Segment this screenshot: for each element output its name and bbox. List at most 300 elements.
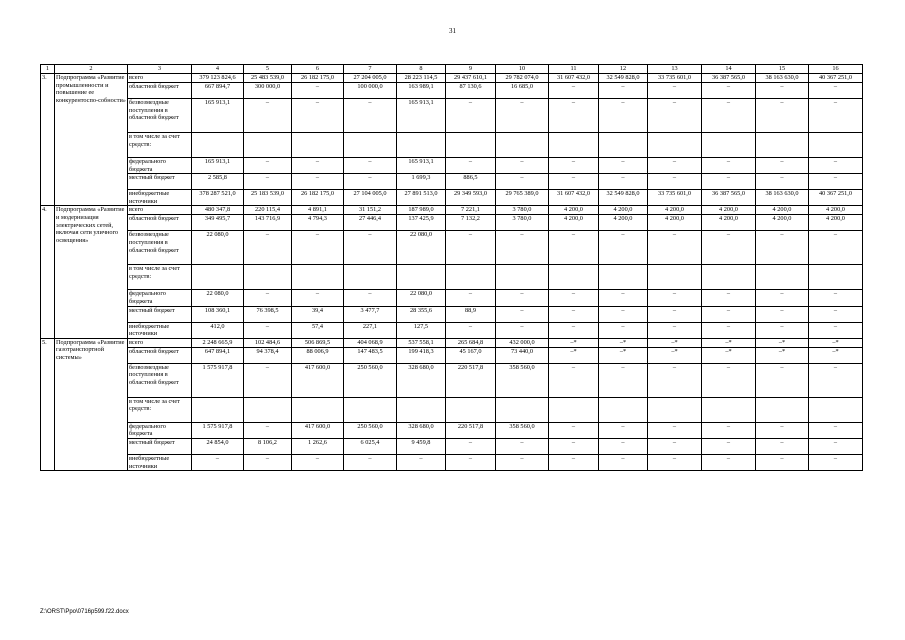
amount-cell: 647 894,1 — [192, 347, 244, 363]
amount-cell: – — [446, 322, 496, 338]
amount-cell: – — [702, 454, 756, 470]
section-number: 4. — [41, 206, 55, 338]
amount-cell: 4 200,0 — [549, 206, 599, 215]
amount-cell: 4 200,0 — [756, 206, 809, 215]
amount-cell: 667 894,7 — [192, 83, 244, 99]
amount-cell — [192, 133, 244, 158]
amount-cell: 328 680,0 — [397, 363, 446, 397]
amount-cell: – — [702, 422, 756, 438]
table-row — [41, 74, 863, 83]
amount-cell: 4 200,0 — [648, 215, 702, 231]
amount-cell: 358 560,0 — [496, 422, 549, 438]
amount-cell: 378 287 521,0 — [192, 190, 244, 206]
column-header: 13 — [648, 65, 702, 74]
amount-cell: – — [809, 454, 863, 470]
amount-cell: – — [599, 158, 648, 174]
amount-cell: 16 685,0 — [496, 83, 549, 99]
amount-cell: – — [496, 158, 549, 174]
amount-cell: – — [496, 306, 549, 322]
amount-cell: – — [648, 99, 702, 133]
subprogram-name: Подпрограмма «Развитие промышленности и повышение ее конкурентоспо-собности» — [55, 74, 128, 206]
amount-cell: – — [446, 438, 496, 454]
amount-cell — [702, 133, 756, 158]
section-number: 5. — [41, 338, 55, 470]
amount-cell: –* — [756, 338, 809, 347]
amount-cell: – — [648, 454, 702, 470]
amount-cell: 4 200,0 — [809, 206, 863, 215]
table-row — [41, 347, 863, 363]
column-header: 10 — [496, 65, 549, 74]
amount-cell: –* — [549, 347, 599, 363]
amount-cell: 1 699,3 — [397, 174, 446, 190]
amount-cell — [344, 397, 397, 422]
funding-source: местный бюджет — [128, 438, 192, 454]
amount-cell: –* — [702, 338, 756, 347]
amount-cell — [648, 133, 702, 158]
amount-cell: – — [549, 422, 599, 438]
amount-cell: – — [549, 454, 599, 470]
funding-source: безвозмездные поступления в областной бюджет — [128, 99, 192, 133]
amount-cell: 39,4 — [292, 306, 344, 322]
amount-cell: – — [344, 99, 397, 133]
amount-cell: –* — [702, 347, 756, 363]
column-header: 15 — [756, 65, 809, 74]
amount-cell: – — [446, 454, 496, 470]
amount-cell: – — [549, 174, 599, 190]
amount-cell — [244, 265, 292, 290]
amount-cell: – — [809, 422, 863, 438]
amount-cell: – — [244, 454, 292, 470]
amount-cell — [756, 397, 809, 422]
column-header: 11 — [549, 65, 599, 74]
amount-cell: 4 794,3 — [292, 215, 344, 231]
table-row — [41, 363, 863, 397]
funding-source: федерального бюджета — [128, 290, 192, 306]
amount-cell: – — [756, 231, 809, 265]
amount-cell — [292, 265, 344, 290]
amount-cell: – — [244, 158, 292, 174]
funding-source: местный бюджет — [128, 174, 192, 190]
amount-cell: 227,1 — [344, 322, 397, 338]
amount-cell: 4 200,0 — [809, 215, 863, 231]
amount-cell: 127,5 — [397, 322, 446, 338]
amount-cell: 108 360,1 — [192, 306, 244, 322]
amount-cell: – — [549, 363, 599, 397]
amount-cell: 38 163 630,0 — [756, 190, 809, 206]
amount-cell: 250 560,0 — [344, 363, 397, 397]
column-header: 6 — [292, 65, 344, 74]
amount-cell: – — [809, 322, 863, 338]
amount-cell: 7 132,2 — [446, 215, 496, 231]
amount-cell — [397, 133, 446, 158]
funding-source: федерального бюджета — [128, 158, 192, 174]
amount-cell — [192, 265, 244, 290]
amount-cell: – — [397, 454, 446, 470]
amount-cell: – — [702, 290, 756, 306]
amount-cell: 22 080,0 — [192, 290, 244, 306]
amount-cell: 26 182 175,0 — [292, 74, 344, 83]
amount-cell: 417 600,0 — [292, 363, 344, 397]
amount-cell: – — [648, 363, 702, 397]
table-row — [41, 99, 863, 133]
funding-source: безвозмездные поступления в областной бюджет — [128, 363, 192, 397]
amount-cell: 87 130,6 — [446, 83, 496, 99]
column-number-row — [41, 65, 863, 74]
amount-cell: – — [756, 306, 809, 322]
amount-cell — [344, 265, 397, 290]
amount-cell — [756, 133, 809, 158]
amount-cell: – — [344, 454, 397, 470]
amount-cell: 24 854,0 — [192, 438, 244, 454]
amount-cell: – — [702, 99, 756, 133]
amount-cell: 22 080,0 — [397, 231, 446, 265]
amount-cell: – — [344, 158, 397, 174]
amount-cell: – — [292, 158, 344, 174]
funding-source: внебюджетные источники — [128, 454, 192, 470]
amount-cell — [549, 133, 599, 158]
amount-cell: – — [599, 290, 648, 306]
subprogram-name: Подпрограмма «Развитие газотранспортной системы» — [55, 338, 128, 470]
column-header: 1 — [41, 65, 55, 74]
amount-cell: 886,5 — [446, 174, 496, 190]
funding-source: областной бюджет — [128, 215, 192, 231]
amount-cell: – — [599, 174, 648, 190]
amount-cell: –* — [599, 347, 648, 363]
amount-cell: – — [599, 231, 648, 265]
amount-cell: – — [599, 454, 648, 470]
amount-cell: 36 387 565,0 — [702, 190, 756, 206]
amount-cell — [756, 265, 809, 290]
amount-cell: –* — [599, 338, 648, 347]
amount-cell: – — [809, 174, 863, 190]
column-header: 14 — [702, 65, 756, 74]
amount-cell — [809, 397, 863, 422]
amount-cell: 40 367 251,0 — [809, 190, 863, 206]
subprogram-name: Подпрограмма «Развитие и модернизация электрических сетей, включая сети уличного освещения» — [55, 206, 128, 338]
section-number: 3. — [41, 74, 55, 206]
budget-table-container — [40, 64, 862, 471]
funding-source: областной бюджет — [128, 83, 192, 99]
amount-cell: 88,9 — [446, 306, 496, 322]
amount-cell: 32 549 828,0 — [599, 74, 648, 83]
amount-cell: 31 607 432,0 — [549, 190, 599, 206]
funding-source: федерального бюджета — [128, 422, 192, 438]
amount-cell: – — [344, 231, 397, 265]
amount-cell: – — [344, 290, 397, 306]
amount-cell: – — [496, 99, 549, 133]
amount-cell: 4 200,0 — [599, 206, 648, 215]
amount-cell: – — [496, 438, 549, 454]
amount-cell: – — [192, 454, 244, 470]
funding-source: в том числе за счет средств: — [128, 397, 192, 422]
amount-cell — [244, 397, 292, 422]
amount-cell: – — [292, 174, 344, 190]
table-row — [41, 215, 863, 231]
footer-file-path: Z:\ORST\Ppo\0716p599.f22.docx — [40, 609, 129, 615]
amount-cell: – — [292, 290, 344, 306]
amount-cell: 4 200,0 — [702, 206, 756, 215]
amount-cell: 2 248 665,9 — [192, 338, 244, 347]
amount-cell: – — [809, 158, 863, 174]
amount-cell: 220 115,4 — [244, 206, 292, 215]
amount-cell: – — [549, 99, 599, 133]
amount-cell: 165 913,1 — [397, 99, 446, 133]
page-number: 31 — [449, 27, 456, 35]
amount-cell: – — [809, 363, 863, 397]
amount-cell: 2 585,8 — [192, 174, 244, 190]
funding-source: безвозмездные поступления в областной бюджет — [128, 231, 192, 265]
amount-cell: – — [549, 306, 599, 322]
amount-cell: – — [756, 158, 809, 174]
amount-cell: 22 080,0 — [397, 290, 446, 306]
amount-cell: 29 437 610,1 — [446, 74, 496, 83]
amount-cell: – — [244, 99, 292, 133]
column-header: 9 — [446, 65, 496, 74]
column-header: 16 — [809, 65, 863, 74]
amount-cell: – — [446, 290, 496, 306]
amount-cell: – — [648, 231, 702, 265]
amount-cell: – — [292, 83, 344, 99]
amount-cell — [244, 133, 292, 158]
amount-cell: – — [496, 322, 549, 338]
amount-cell: 300 000,0 — [244, 83, 292, 99]
amount-cell: 3 780,0 — [496, 215, 549, 231]
amount-cell: 27 104 005,0 — [344, 190, 397, 206]
amount-cell: – — [244, 231, 292, 265]
amount-cell: – — [446, 158, 496, 174]
column-header: 2 — [55, 65, 128, 74]
budget-table-body — [41, 65, 863, 471]
amount-cell: 147 483,5 — [344, 347, 397, 363]
amount-cell: 32 549 828,0 — [599, 190, 648, 206]
amount-cell: 4 891,1 — [292, 206, 344, 215]
funding-source: местный бюджет — [128, 306, 192, 322]
amount-cell — [549, 397, 599, 422]
table-row — [41, 83, 863, 99]
amount-cell: – — [756, 83, 809, 99]
amount-cell: – — [344, 174, 397, 190]
amount-cell: 88 006,9 — [292, 347, 344, 363]
table-row — [41, 190, 863, 206]
amount-cell: – — [702, 174, 756, 190]
amount-cell: – — [809, 99, 863, 133]
amount-cell: – — [702, 306, 756, 322]
amount-cell: – — [702, 322, 756, 338]
amount-cell: 404 068,9 — [344, 338, 397, 347]
budget-table — [40, 64, 863, 471]
amount-cell: – — [292, 99, 344, 133]
table-row — [41, 133, 863, 158]
amount-cell: –* — [648, 347, 702, 363]
amount-cell: 137 425,9 — [397, 215, 446, 231]
amount-cell — [446, 133, 496, 158]
table-row — [41, 438, 863, 454]
amount-cell: 220 517,8 — [446, 422, 496, 438]
table-row — [41, 231, 863, 265]
amount-cell: 4 200,0 — [648, 206, 702, 215]
amount-cell: 4 200,0 — [756, 215, 809, 231]
amount-cell: – — [496, 174, 549, 190]
funding-source: областной бюджет — [128, 347, 192, 363]
column-header: 8 — [397, 65, 446, 74]
amount-cell: – — [244, 422, 292, 438]
amount-cell: 28 223 114,5 — [397, 74, 446, 83]
amount-cell: – — [292, 231, 344, 265]
amount-cell: – — [549, 158, 599, 174]
amount-cell: – — [496, 231, 549, 265]
amount-cell: 349 495,7 — [192, 215, 244, 231]
amount-cell: 27 204 005,0 — [344, 74, 397, 83]
amount-cell: 432 000,0 — [496, 338, 549, 347]
amount-cell: 28 355,6 — [397, 306, 446, 322]
amount-cell: 9 459,8 — [397, 438, 446, 454]
amount-cell: – — [756, 99, 809, 133]
amount-cell: 29 349 593,0 — [446, 190, 496, 206]
table-row — [41, 306, 863, 322]
column-header: 5 — [244, 65, 292, 74]
amount-cell: –* — [756, 347, 809, 363]
amount-cell: 417 600,0 — [292, 422, 344, 438]
amount-cell: 94 378,4 — [244, 347, 292, 363]
funding-source: всего — [128, 206, 192, 215]
amount-cell — [809, 265, 863, 290]
amount-cell: –* — [648, 338, 702, 347]
amount-cell: – — [809, 438, 863, 454]
amount-cell: 33 735 601,0 — [648, 74, 702, 83]
amount-cell: 3 780,0 — [496, 206, 549, 215]
amount-cell: 31 607 432,0 — [549, 74, 599, 83]
amount-cell: 165 913,1 — [192, 99, 244, 133]
amount-cell: – — [599, 363, 648, 397]
amount-cell: 1 575 917,8 — [192, 363, 244, 397]
funding-source: внебюджетные источники — [128, 190, 192, 206]
amount-cell: – — [549, 322, 599, 338]
amount-cell — [496, 265, 549, 290]
amount-cell: 26 182 175,0 — [292, 190, 344, 206]
amount-cell: 102 484,6 — [244, 338, 292, 347]
amount-cell: –* — [549, 338, 599, 347]
funding-source: всего — [128, 74, 192, 83]
amount-cell — [549, 265, 599, 290]
amount-cell — [192, 397, 244, 422]
table-row — [41, 158, 863, 174]
amount-cell: 358 560,0 — [496, 363, 549, 397]
table-row — [41, 454, 863, 470]
amount-cell: – — [702, 438, 756, 454]
amount-cell: – — [292, 454, 344, 470]
amount-cell: 22 080,0 — [192, 231, 244, 265]
amount-cell: 36 387 565,0 — [702, 74, 756, 83]
amount-cell: – — [599, 306, 648, 322]
amount-cell: 187 989,0 — [397, 206, 446, 215]
amount-cell: 165 913,1 — [397, 158, 446, 174]
amount-cell: 38 163 630,0 — [756, 74, 809, 83]
amount-cell: 57,4 — [292, 322, 344, 338]
amount-cell: – — [599, 322, 648, 338]
amount-cell — [599, 265, 648, 290]
amount-cell: 4 200,0 — [702, 215, 756, 231]
amount-cell: – — [648, 306, 702, 322]
amount-cell — [397, 397, 446, 422]
amount-cell: 29 782 074,0 — [496, 74, 549, 83]
amount-cell: – — [756, 422, 809, 438]
amount-cell — [648, 265, 702, 290]
amount-cell: 6 025,4 — [344, 438, 397, 454]
amount-cell — [397, 265, 446, 290]
amount-cell — [496, 397, 549, 422]
amount-cell: 7 221,1 — [446, 206, 496, 215]
amount-cell: – — [756, 322, 809, 338]
amount-cell: 537 558,1 — [397, 338, 446, 347]
amount-cell: 3 477,7 — [344, 306, 397, 322]
amount-cell: – — [599, 83, 648, 99]
amount-cell: 27 891 513,0 — [397, 190, 446, 206]
amount-cell: – — [599, 422, 648, 438]
column-header: 4 — [192, 65, 244, 74]
amount-cell — [599, 133, 648, 158]
amount-cell: – — [702, 158, 756, 174]
amount-cell: – — [809, 231, 863, 265]
amount-cell: 143 716,9 — [244, 215, 292, 231]
column-header: 3 — [128, 65, 192, 74]
amount-cell — [599, 397, 648, 422]
amount-cell: – — [446, 99, 496, 133]
amount-cell: 33 735 601,0 — [648, 190, 702, 206]
amount-cell — [809, 133, 863, 158]
amount-cell: –* — [809, 347, 863, 363]
amount-cell: – — [702, 363, 756, 397]
amount-cell — [648, 397, 702, 422]
amount-cell — [496, 133, 549, 158]
amount-cell: 45 167,0 — [446, 347, 496, 363]
amount-cell: 163 989,1 — [397, 83, 446, 99]
amount-cell: 220 517,8 — [446, 363, 496, 397]
column-header: 12 — [599, 65, 648, 74]
amount-cell: – — [702, 83, 756, 99]
amount-cell: – — [244, 322, 292, 338]
amount-cell: – — [496, 454, 549, 470]
amount-cell: 25 183 539,0 — [244, 190, 292, 206]
amount-cell — [702, 397, 756, 422]
table-row — [41, 265, 863, 290]
column-header: 7 — [344, 65, 397, 74]
amount-cell: 328 680,0 — [397, 422, 446, 438]
table-row — [41, 397, 863, 422]
amount-cell: – — [599, 99, 648, 133]
amount-cell: – — [648, 438, 702, 454]
amount-cell: 76 398,5 — [244, 306, 292, 322]
amount-cell: – — [599, 438, 648, 454]
amount-cell: – — [244, 174, 292, 190]
amount-cell: 265 684,8 — [446, 338, 496, 347]
amount-cell: 379 123 824,6 — [192, 74, 244, 83]
amount-cell: 25 483 539,0 — [244, 74, 292, 83]
amount-cell: – — [549, 290, 599, 306]
amount-cell: – — [756, 363, 809, 397]
amount-cell: – — [648, 158, 702, 174]
table-row — [41, 338, 863, 347]
funding-source: внебюджетные источники — [128, 322, 192, 338]
amount-cell — [702, 265, 756, 290]
amount-cell: 199 418,3 — [397, 347, 446, 363]
table-row — [41, 174, 863, 190]
amount-cell: 1 575 917,8 — [192, 422, 244, 438]
amount-cell: – — [756, 290, 809, 306]
amount-cell: 31 151,2 — [344, 206, 397, 215]
funding-source: в том числе за счет средств: — [128, 133, 192, 158]
amount-cell: – — [809, 306, 863, 322]
amount-cell: 412,0 — [192, 322, 244, 338]
